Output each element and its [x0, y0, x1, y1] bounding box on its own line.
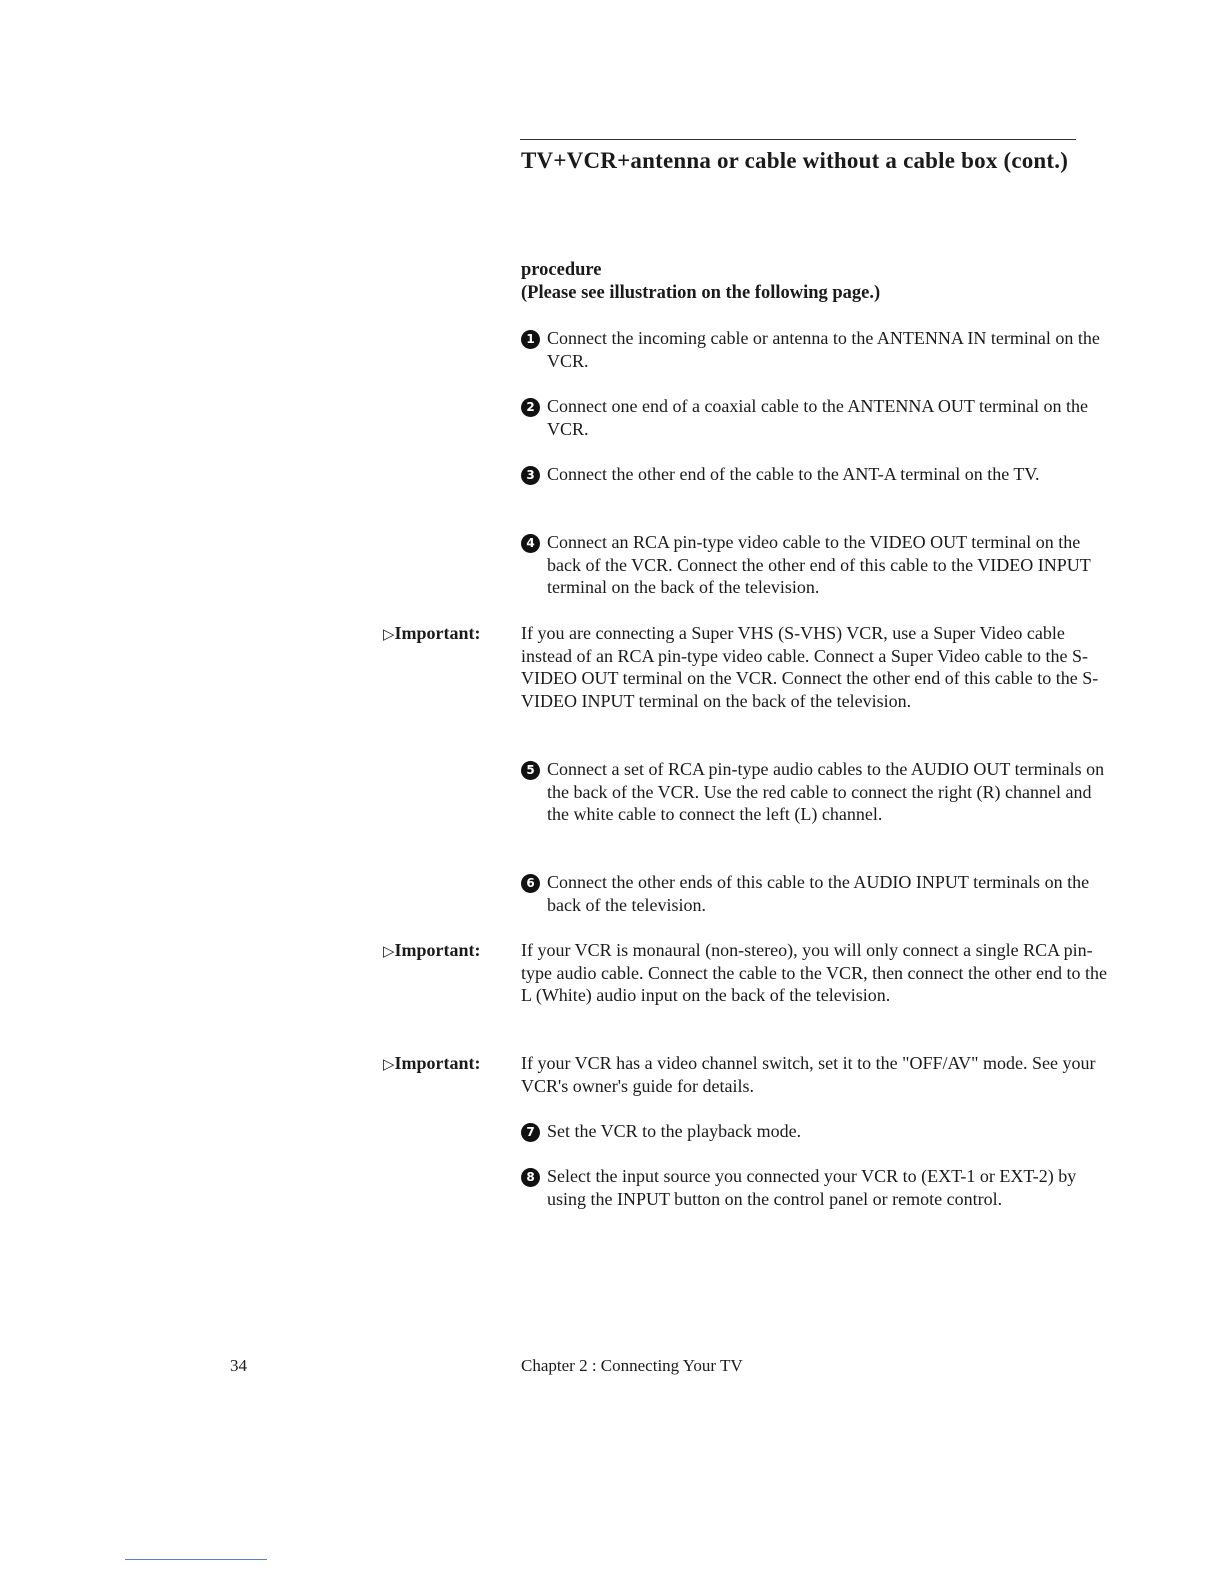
step-number-badge: 5 — [521, 761, 540, 780]
step-text: Select the input source you connected your VCR to (EXT-1 or EXT-2) by using the INPUT button on the control panel or remote control. — [547, 1166, 1077, 1209]
step-number-badge: 6 — [521, 874, 540, 893]
page-number: 34 — [230, 1356, 247, 1375]
procedure-note: (Please see illustration on the following page.) — [521, 283, 881, 303]
step-number-badge: 3 — [521, 466, 540, 485]
step-text: Set the VCR to the playback mode. — [547, 1121, 802, 1141]
step-text: Connect the incoming cable or antenna to the ANTENNA IN terminal on the VCR. — [547, 328, 1100, 371]
triangle-pointer-icon: ▷ — [383, 625, 395, 643]
step-text: Connect one end of a coaxial cable to the ANTENNA OUT terminal on the VCR. — [547, 396, 1089, 439]
important-note-channel-switch: If your VCR has a video channel switch, set it to the "OFF/AV" mode. See your VCR's owner's guide for details. — [521, 1053, 1096, 1096]
important-label: ▷Important: — [383, 1053, 481, 1073]
step-1 — [521, 327, 1106, 372]
step-number-badge: 4 — [521, 534, 540, 553]
procedure-heading — [521, 259, 1121, 305]
step-4 — [521, 531, 1106, 599]
step-text: Connect the other end of the cable to the ANT-A terminal on the TV. — [547, 464, 1040, 484]
step-number-badge: 7 — [521, 1123, 540, 1142]
step-text: Connect an RCA pin-type video cable to the VIDEO OUT terminal on the back of the VCR. Connect the other end of this cable to the VIDEO INPUT terminal on the back of the television. — [547, 532, 1091, 598]
step-7 — [521, 1120, 1106, 1143]
important-note-svhs: If you are connecting a Super VHS (S-VHS) VCR, use a Super Video cable instead of an RCA pin-type video cable. Connect a Super Video cable to the S-VIDEO OUT terminal on the VCR. Connect the other end of this cable to the S-VIDEO INPUT terminal on the back of the television. — [521, 623, 1099, 712]
triangle-pointer-icon: ▷ — [383, 1055, 395, 1073]
step-8 — [521, 1165, 1106, 1210]
step-5 — [521, 758, 1106, 826]
step-3 — [521, 463, 1106, 486]
important-label: ▷Important: — [383, 940, 481, 960]
step-text: Connect the other ends of this cable to the AUDIO INPUT terminals on the back of the television. — [547, 872, 1090, 915]
step-number-badge: 8 — [521, 1168, 540, 1187]
page-title: TV+VCR+antenna or cable without a cable box (cont.) — [521, 148, 1069, 173]
step-2 — [521, 395, 1106, 440]
important-label: ▷Important: — [383, 623, 481, 643]
step-text: Connect a set of RCA pin-type audio cables to the AUDIO OUT terminals on the back of the VCR. Use the red cable to connect the right (R) channel and the white cable to connect the left (L) channel. — [547, 759, 1105, 825]
important-note-monaural: If your VCR is monaural (non-stereo), you will only connect a single RCA pin-type audio cable. Connect the cable to the VCR, then connect the other end to the L (White) audio input on the back of the television. — [521, 940, 1107, 1006]
triangle-pointer-icon: ▷ — [383, 942, 395, 960]
step-number-badge: 2 — [521, 398, 540, 417]
heading-rule — [520, 139, 1076, 140]
procedure-label: procedure — [521, 260, 602, 280]
step-6 — [521, 871, 1106, 916]
step-number-badge: 1 — [521, 330, 540, 349]
chapter-footer: Chapter 2 : Connecting Your TV — [521, 1356, 743, 1375]
bottom-divider — [125, 1559, 267, 1560]
